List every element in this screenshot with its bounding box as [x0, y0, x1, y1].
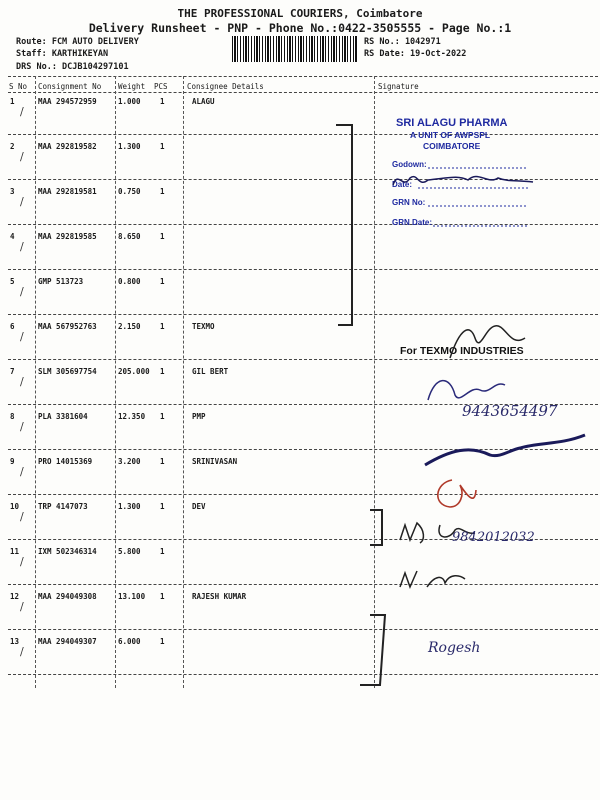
row-divider — [8, 674, 598, 675]
check-mark: / — [20, 510, 24, 523]
check-mark: / — [20, 150, 24, 163]
row-weight: 2.150 — [118, 322, 141, 331]
row-pcs: 1 — [160, 457, 165, 466]
column-divider — [183, 76, 184, 688]
page-subtitle: Delivery Runsheet - PNP - Phone No.:0422-3505555 - Page No.:1 — [88, 21, 512, 35]
row-weight: 13.100 — [118, 592, 146, 601]
row-consignee: RAJESH KUMAR — [192, 592, 247, 601]
row-consignment-no: MAA 294049307 — [38, 637, 97, 646]
row-consignee: TEXMO — [192, 322, 215, 331]
check-mark: / — [20, 600, 24, 613]
check-mark: / — [20, 645, 24, 658]
row-consignment-no: SLM 305697754 — [38, 367, 97, 376]
row-consignment-no: MAA 292819581 — [38, 187, 97, 196]
row-weight: 0.750 — [118, 187, 141, 196]
row-pcs: 1 — [160, 637, 165, 646]
row-pcs: 1 — [160, 97, 165, 106]
stamp-company-name: SRI ALAGU PHARMA — [396, 117, 508, 129]
row-consignment-no: GMP 513723 — [38, 277, 84, 286]
stamp-grn-no: GRN No: — [392, 198, 426, 207]
check-mark: / — [20, 330, 24, 343]
row-consignment-no: MAA 294572959 — [38, 97, 97, 106]
col-header-weight: Weight — [118, 82, 146, 91]
row-pcs: 1 — [160, 592, 165, 601]
row-sno: 9 — [10, 457, 15, 466]
row-pcs: 1 — [160, 547, 165, 556]
row-sno: 8 — [10, 412, 15, 421]
row-divider — [8, 584, 598, 585]
row-pcs: 1 — [160, 412, 165, 421]
bracket-marks — [330, 120, 360, 450]
row-sno: 10 — [10, 502, 20, 511]
row-sno: 13 — [10, 637, 20, 646]
column-divider — [115, 76, 116, 688]
row-consignment-no: MAA 292819582 — [38, 142, 97, 151]
page-title: THE PROFESSIONAL COURIERS, Coimbatore — [177, 7, 423, 20]
row-consignee: PMP — [192, 412, 206, 421]
col-header-pcs: PCS — [154, 82, 168, 91]
row-consignment-no: PLA 3381604 — [38, 412, 88, 421]
staff-label: Staff: KARTHIKEYAN — [16, 49, 109, 59]
check-mark: / — [20, 105, 24, 118]
signature-srinivasan — [430, 475, 480, 515]
row-weight: 8.650 — [118, 232, 141, 241]
row-divider — [8, 629, 598, 630]
row-pcs: 1 — [160, 232, 165, 241]
stamp-grn-date: GRN Date: — [392, 218, 433, 227]
col-header-signature: Signature — [378, 82, 419, 91]
row-divider — [8, 269, 598, 270]
row-consignment-no: IXM 502346314 — [38, 547, 97, 556]
check-mark: / — [20, 285, 24, 298]
check-mark: / — [20, 465, 24, 478]
handwritten-phone-1: 9443654497 — [462, 402, 558, 420]
divider — [8, 92, 598, 93]
row-sno: 12 — [10, 592, 20, 601]
row-pcs: 1 — [160, 187, 165, 196]
rs-date: RS Date: 19-Oct-2022 — [364, 49, 467, 59]
row-sno: 3 — [10, 187, 15, 196]
row-weight: 3.200 — [118, 457, 141, 466]
handwritten-phone-2: 9842012032 — [452, 530, 535, 545]
col-header-consignee: Consignee Details — [187, 82, 264, 91]
row-pcs: 1 — [160, 277, 165, 286]
route-label: Route: FCM AUTO DELIVERY — [16, 37, 139, 47]
signature-pmp — [420, 420, 590, 480]
row-weight: 6.000 — [118, 637, 141, 646]
check-mark: / — [20, 375, 24, 388]
row-weight: 1.300 — [118, 142, 141, 151]
row-consignment-no: MAA 292819585 — [38, 232, 97, 241]
row-divider — [8, 494, 598, 495]
barcode — [232, 36, 358, 62]
drs-number: DRS No.: DCJB104297101 — [16, 62, 129, 72]
row-pcs: 1 — [160, 322, 165, 331]
row-weight: 1.000 — [118, 97, 141, 106]
stamp-texmo: For TEXMO INDUSTRIES — [400, 345, 524, 357]
row-weight: 12.350 — [118, 412, 146, 421]
row-pcs: 1 — [160, 142, 165, 151]
row-consignment-no: MAA 567952763 — [38, 322, 97, 331]
signature-ixm — [395, 565, 475, 595]
row-sno: 4 — [10, 232, 15, 241]
row-sno: 11 — [10, 547, 20, 556]
row-sno: 5 — [10, 277, 15, 286]
stamp-date: Date: — [392, 180, 413, 189]
stamp-fill-lines — [388, 150, 538, 230]
row-consignment-no: PRO 14015369 — [38, 457, 93, 466]
check-mark: / — [20, 195, 24, 208]
check-mark: / — [20, 555, 24, 568]
row-consignment-no: TRP 4147073 — [38, 502, 88, 511]
row-sno: 7 — [10, 367, 15, 376]
signature-rajesh: Rogesh — [428, 640, 481, 656]
row-consignee: SRINIVASAN — [192, 457, 238, 466]
row-pcs: 1 — [160, 367, 165, 376]
col-header-sno: S No — [9, 82, 28, 91]
row-sno: 1 — [10, 97, 15, 106]
col-header-consignment: Consignment No — [38, 82, 102, 91]
check-mark: / — [20, 240, 24, 253]
rs-number: RS No.: 1042971 — [364, 37, 441, 47]
check-mark: / — [20, 420, 24, 433]
row-divider — [8, 134, 598, 135]
row-sno: 6 — [10, 322, 15, 331]
stamp-godown: Godown: — [392, 160, 427, 169]
row-weight: 1.300 — [118, 502, 141, 511]
row-consignee: ALAGU — [192, 97, 215, 106]
row-consignee: GIL BERT — [192, 367, 229, 376]
row-divider — [8, 314, 598, 315]
row-consignment-no: MAA 294049308 — [38, 592, 97, 601]
bracket-marks-lower — [340, 505, 400, 695]
stamp-unit: A UNIT OF AWPSPL — [410, 130, 491, 140]
signature-texmo — [440, 318, 530, 368]
row-weight: 0.800 — [118, 277, 141, 286]
stamp-city: COIMBATORE — [423, 141, 481, 151]
row-weight: 205.000 — [118, 367, 150, 376]
row-consignee: DEV — [192, 502, 206, 511]
row-weight: 5.800 — [118, 547, 141, 556]
column-divider — [35, 76, 36, 688]
divider — [8, 76, 598, 77]
row-pcs: 1 — [160, 502, 165, 511]
row-sno: 2 — [10, 142, 15, 151]
